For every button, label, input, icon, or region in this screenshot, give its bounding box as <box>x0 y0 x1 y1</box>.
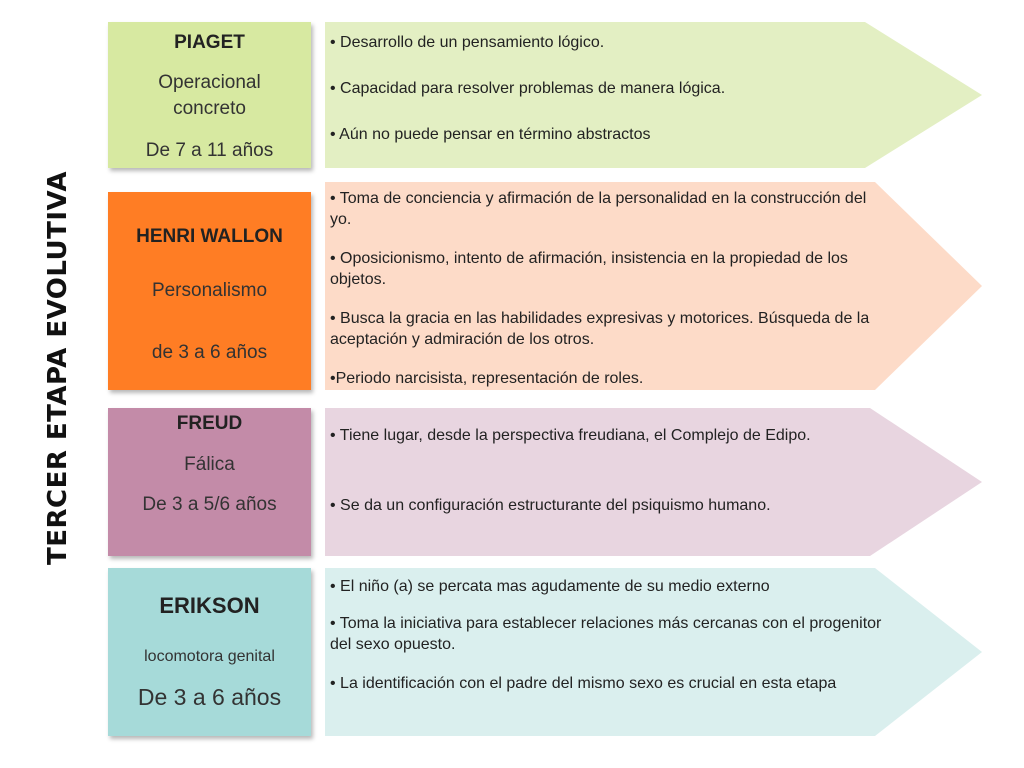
stage-bullet: • Desarrollo de un pensamiento lógico. <box>330 34 605 51</box>
stage-author: PIAGET <box>174 32 245 53</box>
stage-name: locomotora genital <box>144 648 275 665</box>
stage-author: HENRI WALLON <box>136 226 283 247</box>
stage-bullet: •Periodo narcisista, representación de roles. <box>330 370 644 387</box>
stage-bullet: • Busca la gracia en las habilidades expresivas y motorices. Búsqueda de la aceptación y admiración de los otros. <box>330 310 870 348</box>
stage-row-wallon <box>0 182 1024 390</box>
stage-name: Fálica <box>184 454 235 475</box>
stage-box-wallon <box>108 192 311 390</box>
stage-ages: de 3 a 6 años <box>151 342 268 363</box>
stage-author: ERIKSON <box>159 593 260 618</box>
stage-ages: De 7 a 11 años <box>145 140 274 161</box>
stage-box-erikson <box>108 568 311 736</box>
stage-ages: De 3 a 5/6 años <box>142 494 277 515</box>
stage-author: FREUD <box>176 413 243 434</box>
stage-bullet: • Aún no puede pensar en término abstractos <box>330 126 651 143</box>
stage-bullet: • Oposicionismo, intento de afirmación, insistencia en la propiedad de los objetos. <box>330 250 848 288</box>
stage-bullet: • Se da un configuración estructurante del psiquismo humano. <box>330 497 771 514</box>
stage-box-freud <box>108 408 311 556</box>
stage-ages: De 3 a 6 años <box>137 684 282 710</box>
stage-bullet: • La identificación con el padre del mismo sexo es crucial en esta etapa <box>330 675 837 692</box>
side-title-text: TERCER ETAPA EVOLUTIVA <box>43 170 73 566</box>
stage-bullet: • Capacidad para resolver problemas de manera lógica. <box>330 80 726 97</box>
stage-name: Personalismo <box>151 280 268 301</box>
stage-row-freud <box>0 408 1024 556</box>
stage-bullet: • Tiene lugar, desde la perspectiva freudiana, el Complejo de Edipo. <box>330 427 811 444</box>
stage-row-erikson <box>0 568 1024 736</box>
stage-bullet: • Toma la iniciativa para establecer relaciones más cercanas con el progenitor del sexo opuesto. <box>330 615 882 653</box>
stage-bullet: • Toma de conciencia y afirmación de la personalidad en la construcción del yo. <box>330 190 867 228</box>
stage-bullet: • El niño (a) se percata mas agudamente de su medio externo <box>330 578 770 595</box>
stage-box-piaget <box>108 22 311 168</box>
stage-row-piaget <box>0 22 1024 168</box>
stage-name: Operacional concreto <box>158 72 261 119</box>
